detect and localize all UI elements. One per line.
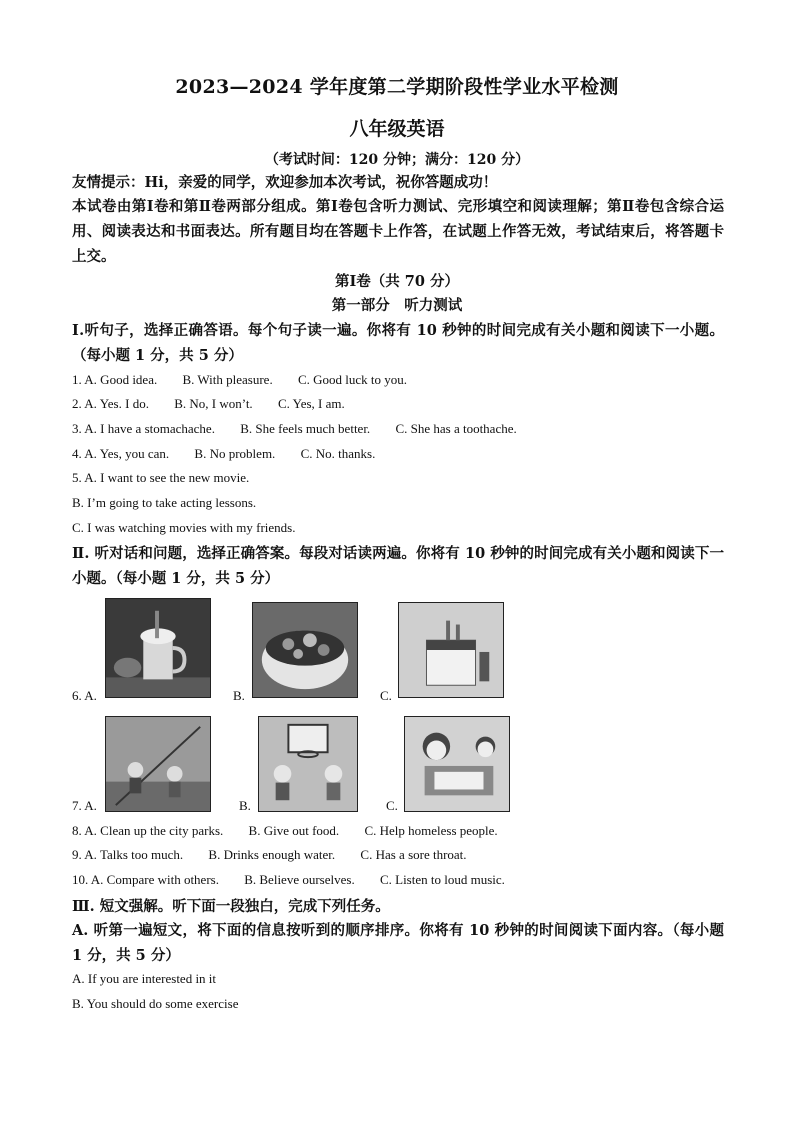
- q2-option-a: A. Yes. I do.: [84, 396, 149, 411]
- exam-description: 本试卷由第Ⅰ卷和第Ⅱ卷两部分组成。第Ⅰ卷包含听力测试、完形填空和阅读理解；第Ⅱ卷包含综合运用、阅读表达和书面表达。所有题目均在答题卡上作答，在试题上作答无效，考试结束后，将答题卡上交。: [72, 198, 724, 265]
- milkshake-image: [106, 599, 210, 697]
- exam-title: 2023—2024 学年度第二学期阶段性学业水平检测: [175, 76, 619, 98]
- question-8: [72, 823, 498, 839]
- q2-number: 2.: [72, 396, 82, 411]
- question-9: [72, 847, 467, 863]
- section3-a-instruction: A. 听第一遍短文，将下面的信息按听到的顺序排序。你将有 10 秒钟的时间阅读下面内容。（每小题 1 分，共 5 分）: [72, 922, 724, 964]
- q1-option-a: A. Good idea.: [84, 372, 158, 387]
- q6-label-c: C.: [380, 688, 392, 703]
- q10-option-c: C. Listen to loud music.: [379, 872, 505, 887]
- q3-number: 3.: [72, 421, 82, 436]
- q7-picture-c-reading: [404, 716, 510, 812]
- q8-option-c: C. Help homeless people.: [364, 823, 498, 838]
- q7-label-b: B.: [239, 798, 251, 813]
- q5-number: 5.: [72, 470, 82, 485]
- q5-option-a: A. I want to see the new movie.: [84, 470, 250, 485]
- q1-option-c: C. Good luck to you.: [297, 372, 408, 387]
- q4-option-b: B. No problem.: [194, 446, 276, 461]
- q5-option-b: B. I’m going to take acting lessons.: [72, 495, 257, 510]
- q1-option-b: B. With pleasure.: [182, 372, 273, 387]
- q8-option-a: A. Clean up the city parks.: [84, 823, 224, 838]
- q10-option-a: A. Compare with others.: [90, 872, 219, 887]
- question-10: [72, 872, 505, 888]
- q4-option-a: A. Yes, you can.: [84, 446, 170, 461]
- q10-option-b: B. Believe ourselves.: [244, 872, 355, 887]
- question-5: [72, 470, 249, 486]
- section3-option-a: A. If you are interested in it: [72, 971, 217, 986]
- section1-instruction: Ⅰ.听句子，选择正确答语。每个句子读一遍。你将有 10 秒钟的时间完成有关小题和阅读下一小题。（每小题 1 分，共 5 分）: [72, 322, 724, 364]
- section3-title: Ⅲ. 短文强解。听下面一段独白，完成下列任务。: [72, 898, 390, 915]
- q5-option-c: C. I was watching movies with my friends.: [72, 520, 296, 535]
- q7-picture-a-kids-flying-kite: [105, 716, 211, 812]
- q8-option-b: B. Give out food.: [248, 823, 340, 838]
- section3-option-b: B. You should do some exercise: [72, 996, 239, 1011]
- q7-label-a: 7. A.: [72, 798, 97, 813]
- fruit-salad-image: [253, 603, 357, 697]
- q2-option-b: B. No, I won’t.: [174, 396, 253, 411]
- q7-label-c: C.: [386, 798, 398, 813]
- exam-subject: 八年级英语: [349, 118, 445, 140]
- exam-info: （考试时间：120 分钟；满分：120 分）: [264, 152, 530, 168]
- q1-number: 1.: [72, 372, 82, 387]
- question-4: [72, 446, 375, 462]
- q9-option-c: C. Has a sore throat.: [360, 847, 467, 862]
- question-3: [72, 421, 517, 437]
- part-title: 第一部分 听力测试: [331, 297, 463, 314]
- q6-picture-a-milkshake: [105, 598, 211, 698]
- q6-label-a: 6. A.: [72, 688, 97, 703]
- q3-option-a: A. I have a stomachache.: [84, 421, 215, 436]
- q7-picture-b-basketball: [258, 716, 358, 812]
- volume-title: 第Ⅰ卷（共 70 分）: [334, 273, 460, 290]
- q9-option-a: A. Talks too much.: [84, 847, 184, 862]
- q6-picture-b-fruit-salad: [252, 602, 358, 698]
- q3-option-c: C. She has a toothache.: [395, 421, 517, 436]
- q9-number: 9.: [72, 847, 82, 862]
- q10-number: 10.: [72, 872, 89, 887]
- q6-label-b: B.: [233, 688, 245, 703]
- question-2: [72, 396, 345, 412]
- q8-number: 8.: [72, 823, 82, 838]
- section2-instruction: Ⅱ. 听对话和问题，选择正确答案。每段对话读两遍。你将有 10 秒钟的时间完成有关小题和阅读下一小题。（每小题 1 分，共 5 分）: [72, 545, 724, 587]
- kids-outdoor-image: [106, 717, 210, 811]
- q6-picture-c-cake: [398, 602, 504, 698]
- q9-option-b: B. Drinks enough water.: [208, 847, 336, 862]
- kids-reading-image: [405, 717, 509, 811]
- basketball-image: [259, 717, 357, 811]
- question-1: [72, 372, 407, 388]
- cake-image: [399, 603, 503, 697]
- q2-option-c: C. Yes, I am.: [277, 396, 345, 411]
- friendly-tip: 友情提示：Hi，亲爱的同学，欢迎参加本次考试，祝你答题成功！: [72, 174, 498, 191]
- q4-number: 4.: [72, 446, 82, 461]
- q4-option-c: C. No. thanks.: [300, 446, 376, 461]
- q3-option-b: B. She feels much better.: [240, 421, 371, 436]
